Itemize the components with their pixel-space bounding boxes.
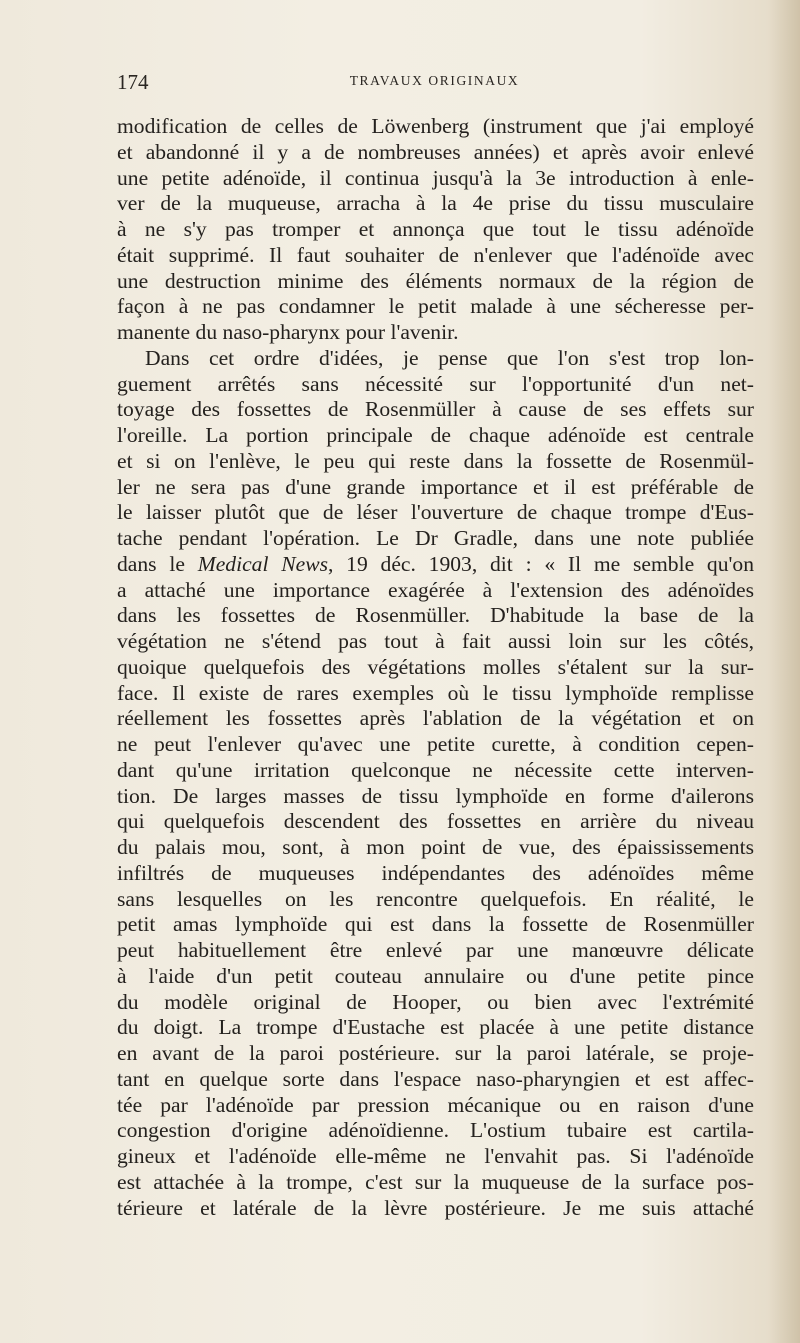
text-line: face. Il existe de rares exemples où le tissu lymphoïde remplisse bbox=[117, 680, 754, 705]
text-line: végétation ne s'étend pas tout à fait aussi loin sur les côtés, bbox=[117, 629, 754, 653]
text-line: a attaché une importance exagérée à l'extension des adénoïdes bbox=[117, 577, 754, 602]
text-line: congestion d'origine adénoïdienne. L'ostium tubaire est cartila- bbox=[117, 1118, 754, 1143]
text-line: tache pendant l'opération. Le Dr Gradle, dans une note publiée bbox=[117, 526, 754, 550]
text-line: à l'aide d'un petit couteau annulaire ou d'une petite pince bbox=[117, 963, 754, 988]
text-line: et si on l'enlève, le peu qui reste dans la fossette de Rosenmül- bbox=[117, 448, 754, 473]
text-line: dans les fossettes de Rosenmüller. D'habitude la base de la bbox=[117, 603, 754, 628]
text-line: Dans cet ordre d'idées, je pense que l'on s'est trop lon- bbox=[145, 345, 754, 370]
text-line: guement arrêtés sans nécessité sur l'opportunité d'un net- bbox=[117, 371, 754, 396]
text-line: une petite adénoïde, il continua jusqu'à la 3e introduction à enle- bbox=[117, 165, 754, 190]
body-text bbox=[117, 114, 754, 1221]
text-line: gineux et l'adénoïde elle-même ne l'envahit pas. Si l'adénoïde bbox=[117, 1144, 754, 1168]
text-line: une destruction minime des éléments normaux de la région de bbox=[117, 268, 754, 293]
text-segment: dans le bbox=[117, 551, 198, 576]
text-line-with-citation bbox=[117, 552, 754, 578]
text-line: manente du naso-pharynx pour l'avenir. bbox=[117, 320, 459, 344]
text-line: du doigt. La trompe d'Eustache est placée à une petite distance bbox=[117, 1015, 754, 1040]
text-line: ne peut l'enlever qu'avec une petite curette, à condition cepen- bbox=[117, 732, 754, 756]
text-line: sans lesquelles on les rencontre quelquefois. En réalité, le bbox=[117, 886, 754, 911]
text-line: était supprimé. Il faut souhaiter de n'enlever que l'adénoïde avec bbox=[117, 242, 754, 267]
page-header bbox=[117, 70, 752, 100]
text-line: façon à ne pas condamner le petit malade à une sécheresse per- bbox=[117, 294, 754, 319]
text-line: térieure et latérale de la lèvre postérieure. Je me suis attaché bbox=[117, 1195, 754, 1220]
text-line: en avant de la paroi postérieure. sur la paroi latérale, se proje- bbox=[117, 1041, 754, 1065]
page-number: 174 bbox=[117, 70, 149, 94]
text-segment: , 19 déc. 1903, dit : « Il me semble qu'on bbox=[328, 551, 754, 576]
text-line: est attachée à la trompe, c'est sur la muqueuse de la surface pos- bbox=[117, 1169, 754, 1194]
text-line: modification de celles de Löwenberg (instrument que j'ai employé bbox=[117, 114, 754, 138]
text-line: tant en quelque sorte dans l'espace naso-pharyngien et est affec- bbox=[117, 1066, 754, 1091]
text-line: infiltrés de muqueuses indépendantes des adénoïdes même bbox=[117, 860, 754, 885]
text-line: ver de la muqueuse, arracha à la 4e prise du tissu musculaire bbox=[117, 191, 754, 216]
text-line: petit amas lymphoïde qui est dans la fossette de Rosenmüller bbox=[117, 912, 754, 937]
text-line: ler ne sera pas d'une grande importance et il est préférable de bbox=[117, 474, 754, 499]
text-line: du palais mou, sont, à mon point de vue, des épaississements bbox=[117, 835, 754, 859]
text-line: qui quelquefois descendent des fossettes en arrière du niveau bbox=[117, 809, 754, 834]
text-line: dant qu'une irritation quelconque ne nécessite cette interven- bbox=[117, 757, 754, 782]
text-line: tion. De larges masses de tissu lymphoïde en forme d'ailerons bbox=[117, 783, 754, 808]
journal-title: Medical News bbox=[197, 551, 329, 576]
text-line: peut habituellement être enlevé par une manœuvre délicate bbox=[117, 938, 754, 962]
text-line: l'oreille. La portion principale de chaque adénoïde est centrale bbox=[117, 423, 754, 447]
text-line: toyage des fossettes de Rosenmüller à cause de ses effets sur bbox=[117, 397, 754, 422]
text-line: et abandonné il y a de nombreuses années) et après avoir enlevé bbox=[117, 139, 754, 164]
text-line: réellement les fossettes après l'ablation de la végétation et on bbox=[117, 706, 754, 731]
text-line: du modèle original de Hooper, ou bien avec l'extrémité bbox=[117, 989, 754, 1014]
text-line: quoique quelquefois des végétations molles s'étalent sur la sur- bbox=[117, 654, 754, 679]
text-line: tée par l'adénoïde par pression mécanique ou en raison d'une bbox=[117, 1092, 754, 1117]
text-line: à ne s'y pas tromper et annonça que tout le tissu adénoïde bbox=[117, 217, 754, 241]
running-head: TRAVAUX ORIGINAUX bbox=[349, 73, 520, 88]
text-line: le laisser plutôt que de léser l'ouverture de chaque trompe d'Eus- bbox=[117, 500, 754, 525]
